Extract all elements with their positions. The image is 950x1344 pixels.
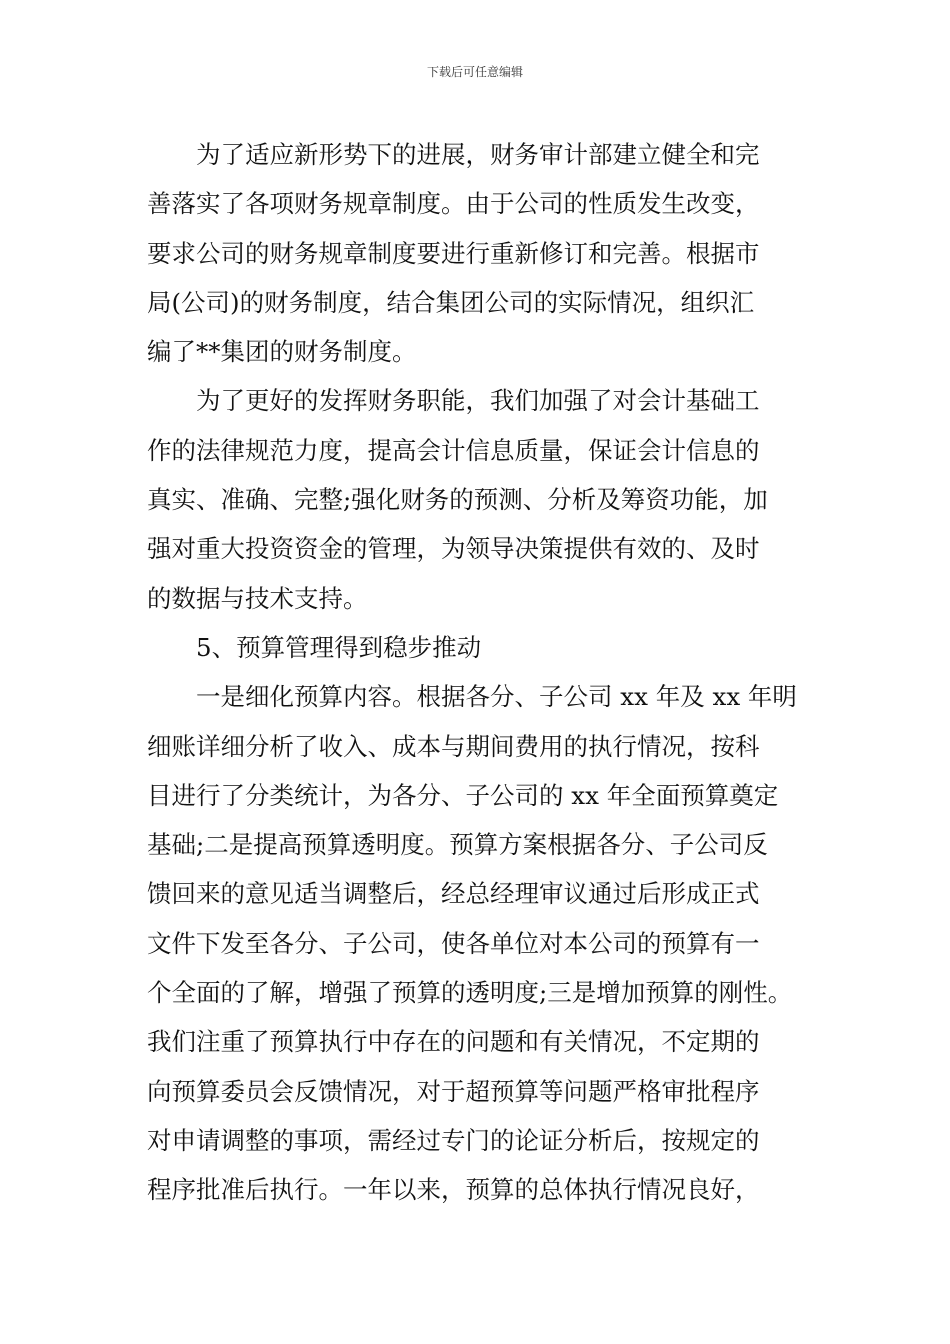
paragraph-1-line-5: 编了**集团的财务制度。 bbox=[147, 337, 417, 367]
paragraph-3-line-2: 细账详细分析了收入、成本与期间费用的执行情况，按科 bbox=[147, 731, 760, 761]
paragraph-3-line-8: 我们注重了预算执行中存在的问题和有关情况，不定期的 bbox=[147, 1027, 760, 1057]
page-header: 下载后可任意编辑 bbox=[426, 65, 523, 79]
paragraph-3-line-11: 程序批准后执行。一年以来，预算的总体执行情况良好， bbox=[147, 1175, 760, 1205]
paragraph-3-line-6: 文件下发至各分、子公司，使各单位对本公司的预算有一 bbox=[147, 928, 760, 958]
paragraph-3-line-5: 馈回来的意见适当调整后，经总经理审议通过后形成正式 bbox=[147, 879, 760, 909]
paragraph-1-line-2: 善落实了各项财务规章制度。由于公司的性质发生改变， bbox=[147, 189, 760, 219]
paragraph-2-line-4: 强对重大投资资金的管理，为领导决策提供有效的、及时 bbox=[147, 534, 760, 564]
paragraph-1-line-4: 局(公司)的财务制度，结合集团公司的实际情况，组织汇 bbox=[147, 287, 755, 317]
paragraph-3-line-1: 一是细化预算内容。根据各分、子公司 xx 年及 xx 年明 bbox=[196, 682, 797, 712]
paragraph-1-line-1: 为了适应新形势下的进展，财务审计部建立健全和完 bbox=[196, 140, 760, 169]
paragraph-1-line-3: 要求公司的财务规章制度要进行重新修订和完善。根据市 bbox=[147, 238, 760, 268]
document-body bbox=[147, 130, 812, 1215]
paragraph-3-line-10: 对申请调整的事项，需经过专门的论证分析后，按规定的 bbox=[147, 1125, 760, 1155]
paragraph-2-line-1: 为了更好的发挥财务职能，我们加强了对会计基础工 bbox=[196, 386, 760, 416]
paragraph-3-line-3: 目进行了分类统计，为各分、子公司的 xx 年全面预算奠定 bbox=[147, 780, 779, 810]
section-heading: 5、预算管理得到稳步推动 bbox=[196, 632, 482, 662]
paragraph-3-line-9: 向预算委员会反馈情况，对于超预算等问题严格审批程序 bbox=[147, 1076, 760, 1106]
paragraph-3-line-7: 个全面的了解，增强了预算的透明度;三是增加预算的刚性。 bbox=[147, 978, 793, 1008]
paragraph-2-line-2: 作的法律规范力度，提高会计信息质量，保证会计信息的 bbox=[147, 435, 760, 465]
paragraph-2-line-5: 的数据与技术支持。 bbox=[147, 583, 368, 613]
paragraph-2-line-3: 真实、准确、完整;强化财务的预测、分析及筹资功能，加 bbox=[147, 485, 768, 515]
paragraph-3-line-4: 基础;二是提高预算透明度。预算方案根据各分、子公司反 bbox=[147, 830, 768, 860]
